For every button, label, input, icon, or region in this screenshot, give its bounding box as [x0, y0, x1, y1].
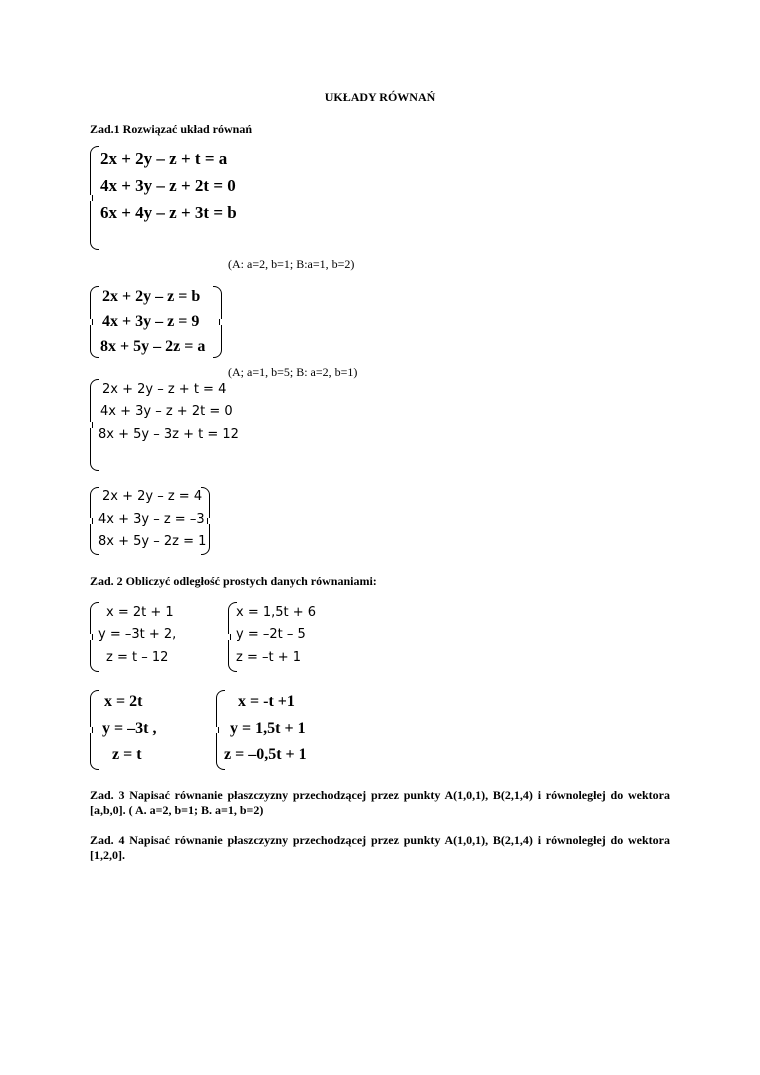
equation: y = 1,5t + 1	[230, 720, 306, 737]
equation: 2x + 2y – z = 4	[102, 489, 203, 504]
zad4-text: Zad. 4 Napisać równanie płaszczyzny przechodzącej przez punkty A(1,0,1), B(2,1,4) i równoległej do wektora [1,2,0].	[90, 833, 670, 862]
equation: x = 2t	[104, 693, 143, 710]
equation: z = –0,5t + 1	[224, 746, 307, 763]
equation: 4x + 3y – z + 2t = 0	[100, 404, 233, 419]
line-c-system	[90, 690, 190, 770]
equation: z = t – 12	[106, 650, 169, 665]
equation: 8x + 5y – 2z = a	[100, 338, 206, 355]
variant-note: (A: a=2, b=1; B:a=1, b=2)	[228, 257, 355, 271]
variant-note: (A; a=1, b=5; B: a=2, b=1)	[228, 365, 358, 379]
left-brace-icon	[90, 690, 99, 770]
page-title: UKŁADY RÓWNAŃ	[324, 90, 436, 104]
left-brace-icon	[90, 286, 99, 358]
equation: z = –t + 1	[236, 650, 302, 665]
system-2	[90, 286, 222, 358]
system-4	[90, 487, 210, 555]
zad3-text: Zad. 3 Napisać równanie płaszczyzny przechodzącej przez punkty A(1,0,1), B(2,1,4) i równoległej do wektora [a,b,0]. ( A. a=2, b=1; B. a=1, b=2)	[90, 788, 670, 817]
system-3	[90, 379, 240, 471]
line-b-system	[228, 602, 338, 672]
system-1	[90, 146, 250, 250]
zad2-heading: Zad. 2 Obliczyć odległość prostych danych równaniami:	[90, 574, 377, 588]
equation: 6x + 4y – z + 3t = b	[100, 203, 237, 222]
equation: 8x + 5y – 3z + t = 12	[98, 427, 239, 442]
right-brace-icon	[213, 286, 222, 358]
equation: 4x + 3y – z = 9	[102, 313, 200, 330]
equation: y = –3t ,	[102, 720, 157, 737]
equation: y = –3t + 2,	[98, 627, 177, 642]
equation: 2x + 2y – z + t = a	[100, 149, 228, 168]
equation: 4x + 3y – z = –3	[98, 512, 205, 527]
line-d-system	[216, 690, 346, 770]
equation: x = 2t + 1	[106, 605, 174, 620]
equation: x = -t +1	[238, 693, 295, 710]
equation: 2x + 2y – z + t = 4	[102, 382, 227, 397]
left-brace-icon	[90, 379, 99, 471]
left-brace-icon	[90, 146, 99, 250]
equation: y = –2t – 5	[236, 627, 306, 642]
line-a-system	[90, 602, 200, 672]
equation: 4x + 3y – z + 2t = 0	[100, 176, 236, 195]
equation: 2x + 2y – z = b	[102, 288, 201, 305]
equation: 8x + 5y – 2z = 1	[98, 534, 207, 549]
equation: x = 1,5t + 6	[236, 605, 317, 620]
zad1-heading: Zad.1 Rozwiązać układ równań	[90, 122, 253, 136]
equation: z = t	[112, 746, 142, 763]
